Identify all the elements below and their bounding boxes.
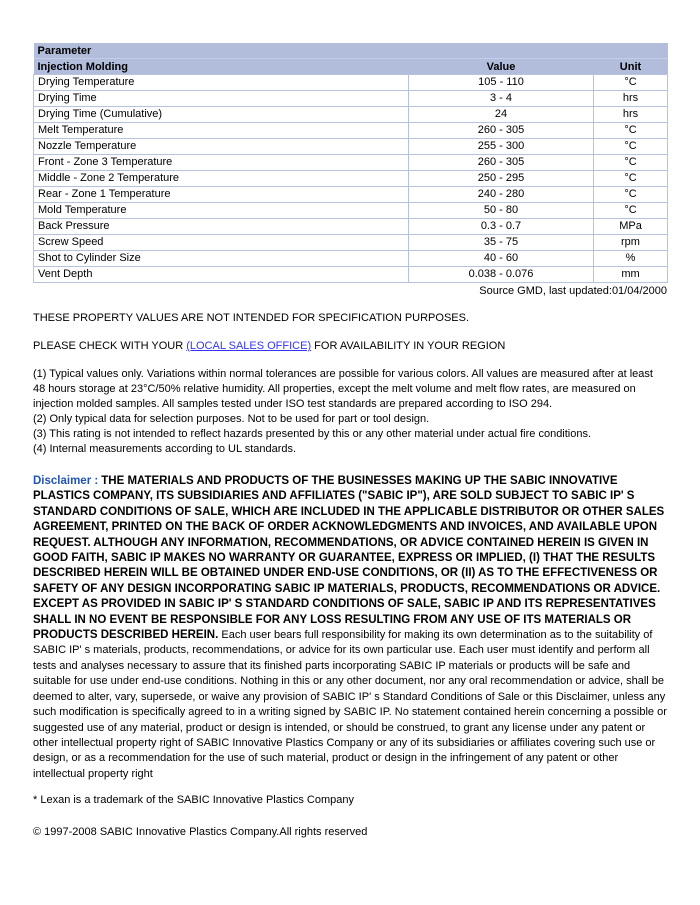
copyright-note: © 1997-2008 SABIC Innovative Plastics Company.All rights reserved — [33, 826, 368, 839]
parameter-cell: Nozzle Temperature — [34, 139, 409, 155]
parameter-cell: Front - Zone 3 Temperature — [34, 155, 409, 171]
table-row — [34, 107, 668, 123]
table-header — [34, 43, 668, 75]
parameter-cell: Middle - Zone 2 Temperature — [34, 171, 409, 187]
local-sales-office-link[interactable]: (LOCAL SALES OFFICE) — [186, 340, 312, 352]
column-header-parameter: Injection Molding — [34, 59, 409, 75]
table-row — [34, 235, 668, 251]
table-row — [34, 155, 668, 171]
value-cell: 24 — [409, 107, 594, 123]
parameter-cell: Drying Temperature — [34, 75, 409, 91]
footnote-4: (4) Internal measurements according to UL standards. — [33, 443, 297, 455]
source-note: Source GMD, last updated:01/04/2000 — [479, 285, 667, 297]
parameter-cell: Vent Depth — [34, 267, 409, 283]
unit-cell: °C — [594, 187, 668, 203]
unit-cell: °C — [594, 155, 668, 171]
availability-statement — [33, 340, 667, 353]
unit-cell: mm — [594, 267, 668, 283]
parameter-cell: Screw Speed — [34, 235, 409, 251]
value-cell: 105 - 110 — [409, 75, 594, 91]
spec-statement: THESE PROPERTY VALUES ARE NOT INTENDED FOR SPECIFICATION PURPOSES. — [33, 312, 470, 324]
unit-cell: °C — [594, 123, 668, 139]
table-row — [34, 267, 668, 283]
availability-prefix: PLEASE CHECK WITH YOUR — [33, 340, 187, 352]
value-cell: 0.038 - 0.076 — [409, 267, 594, 283]
footnote-2: (2) Only typical data for selection purposes. Not to be used for part or tool design. — [33, 413, 430, 425]
table-row — [34, 75, 668, 91]
table-row — [34, 171, 668, 187]
availability-suffix: FOR AVAILABILITY IN YOUR REGION — [311, 340, 506, 352]
footnotes-block — [33, 367, 668, 457]
column-header-value: Value — [409, 59, 594, 75]
unit-cell: hrs — [594, 107, 668, 123]
table-row — [34, 139, 668, 155]
value-cell: 35 - 75 — [409, 235, 594, 251]
value-cell: 260 - 305 — [409, 155, 594, 171]
parameter-cell: Back Pressure — [34, 219, 409, 235]
disclaimer-label: Disclaimer : — [33, 475, 99, 487]
value-cell: 250 - 295 — [409, 171, 594, 187]
trademark-note: * Lexan is a trademark of the SABIC Innovative Plastics Company — [33, 794, 354, 807]
value-cell: 260 - 305 — [409, 123, 594, 139]
footnote-3: (3) This rating is not intended to reflect hazards presented by this or any other material under actual fire conditions. — [33, 428, 592, 440]
unit-cell: MPa — [594, 219, 668, 235]
table-row — [34, 219, 668, 235]
table-row — [34, 123, 668, 139]
unit-cell: rpm — [594, 235, 668, 251]
value-cell: 3 - 4 — [409, 91, 594, 107]
table-row — [34, 251, 668, 267]
value-cell: 0.3 - 0.7 — [409, 219, 594, 235]
parameter-cell: Drying Time — [34, 91, 409, 107]
disclaimer-paragraph — [33, 474, 668, 782]
value-cell: 255 - 300 — [409, 139, 594, 155]
table-row — [34, 187, 668, 203]
unit-cell: °C — [594, 203, 668, 219]
parameter-cell: Mold Temperature — [34, 203, 409, 219]
unit-cell: °C — [594, 139, 668, 155]
parameter-cell: Drying Time (Cumulative) — [34, 107, 409, 123]
parameter-cell: Shot to Cylinder Size — [34, 251, 409, 267]
parameter-cell: Melt Temperature — [34, 123, 409, 139]
unit-cell: hrs — [594, 91, 668, 107]
table-row — [34, 203, 668, 219]
table-body — [34, 75, 668, 283]
table-title-row — [34, 43, 668, 59]
value-cell: 240 - 280 — [409, 187, 594, 203]
disclaimer-bold-text: THE MATERIALS AND PRODUCTS OF THE BUSINESSES MAKING UP THE SABIC INNOVATIVE PLASTICS COMPANY, ITS SUBSIDIARIES AND AFFILIATES ("SABIC IP"), ARE SOLD SUBJECT TO SABIC IP' S STANDARD CONDITIONS OF SALE, WHICH ARE INCLUDED IN THE APPLICABLE DISTRIBUTOR OR OTHER SALES AGREEMENT, PRINTED ON THE BACK OF ORDER ACKNOWLEDGMENTS AND INVOICES, AND AVAILABLE UPON REQUEST. ALTHOUGH ANY INFORMATION, RECOMMENDATIONS, OR ADVICE CONTAINED HEREIN IS GIVEN IN GOOD FAITH, SABIC IP MAKES NO WARRANTY OR GUARANTEE, EXPRESS OR IMPLIED, (I) THAT THE RESULTS DESCRIBED HEREIN WILL BE OBTAINED UNDER END-USE CONDITIONS, OR (II) AS TO THE EFFECTIVENESS OR SAFETY OF ANY DESIGN INCORPORATING SABIC IP MATERIALS, PRODUCTS, RECOMMENDATIONS OR ADVICE. EXCEPT AS PROVIDED IN SABIC IP' S STANDARD CONDITIONS OF SALE, SABIC IP AND ITS REPRESENTATIVES SHALL IN NO EVENT BE RESPONSIBLE FOR ANY LOSS RESULTING FROM ANY USE OF ITS MATERIALS OR PRODUCTS DESCRIBED HEREIN. — [33, 475, 665, 642]
unit-cell: °C — [594, 171, 668, 187]
footnote-1: (1) Typical values only. Variations within normal tolerances are possible for various colors. All values are measured after at least 48 hours storage at 23°C/50% relative humidity. All properties, except the melt volume and melt flow rates, are measured on injection molded samples. All samples tested under ISO test standards are prepared according to ISO 294. — [33, 368, 653, 410]
column-header-unit: Unit — [594, 59, 668, 75]
value-cell: 50 - 80 — [409, 203, 594, 219]
disclaimer-normal-text: Each user bears full responsibility for making its own determination as to the suitability of SABIC IP' s materials, products, recommendations, or advice for its own particular use. Each user must identify and perform all tests and analyses necessary to assure that its finished parts incorporating SABIC IP materials or products will be safe and suitable for use under end-use conditions. Nothing in this or any other document, nor any oral recommendation or advice, shall be deemed to alter, vary, supersede, or waive any provision of SABIC IP' s Standard Conditions of Sale or this Disclaimer, unless any such modification is specifically agreed to in a writing signed by SABIC IP. No statement contained herein concerning a possible or suggested use of any material, product or design is intended, or should be construed, to grant any license under any patent or other intellectual property right of SABIC Innovative Plastics Company or any of its subsidiaries or affiliates covering such use or design, or as a recommendation for the use of such material, product or design in the infringement of any patent or other intellectual property right — [33, 629, 667, 780]
unit-cell: °C — [594, 75, 668, 91]
table-column-header-row — [34, 59, 668, 75]
table-row — [34, 91, 668, 107]
table-title: Parameter — [34, 43, 668, 59]
value-cell: 40 - 60 — [409, 251, 594, 267]
unit-cell: % — [594, 251, 668, 267]
parameter-cell: Rear - Zone 1 Temperature — [34, 187, 409, 203]
injection-molding-parameters-table — [33, 43, 668, 283]
